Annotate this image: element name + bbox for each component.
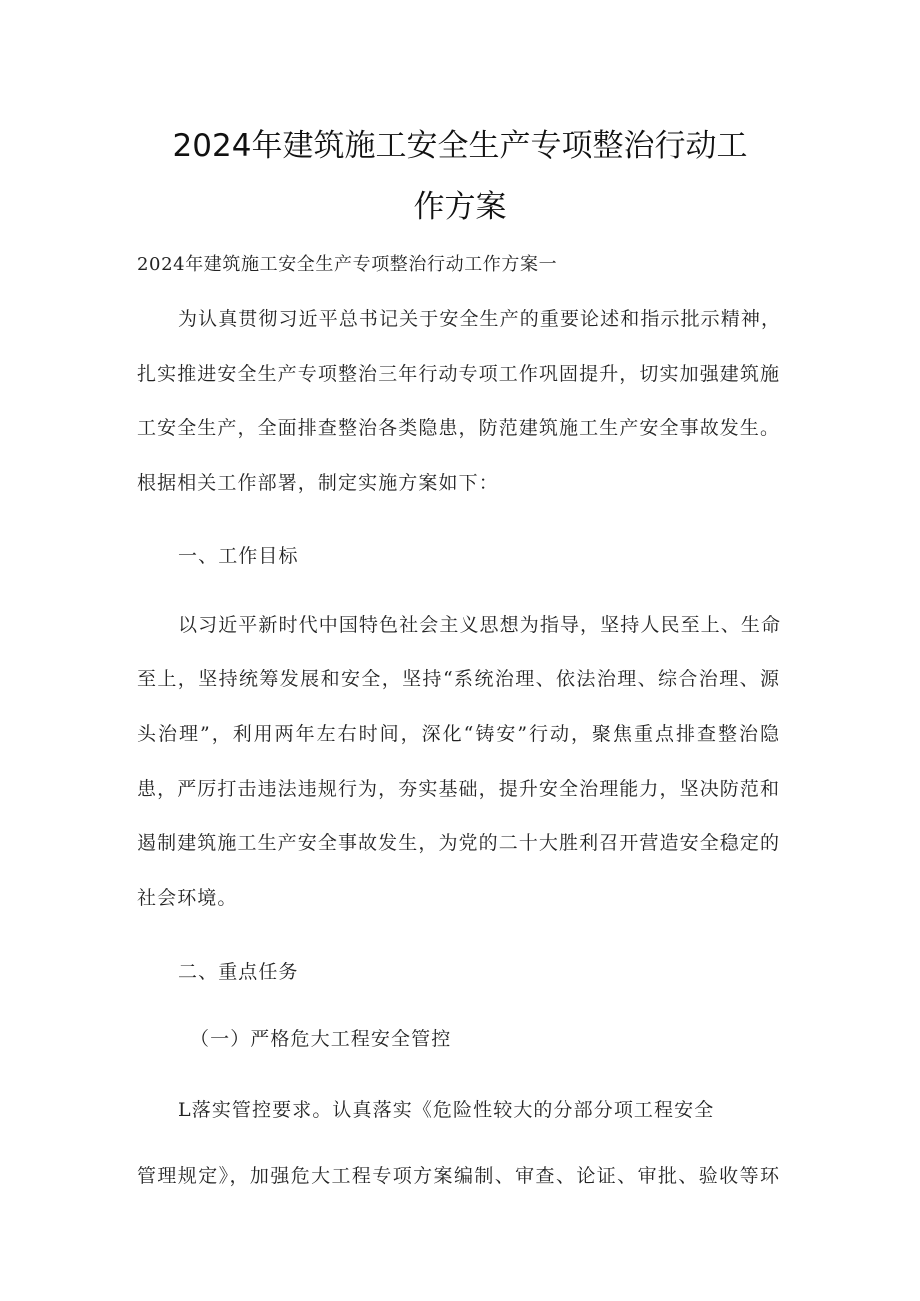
intro-line-2: 扎实推进安全生产专项整治三年行动专项工作巩固提升，切实加强建筑施 — [137, 363, 779, 385]
section-1-line-2: 至上，坚持统筹发展和安全，坚持“系统治理、依法治理、综合治理、源 — [137, 668, 779, 690]
section-1-heading: 一、工作目标 — [178, 545, 299, 567]
document-subtitle: 2024年建筑施工安全生产专项整治行动工作方案一 — [137, 254, 558, 275]
section-1-line-4: 患，严厉打击违法违规行为，夯实基础，提升安全治理能力，坚决防范和 — [137, 778, 779, 800]
document-title-line-2: 作方案 — [413, 189, 507, 225]
section-2-heading: 二、重点任务 — [178, 961, 299, 983]
intro-line-4: 根据相关工作部署，制定实施方案如下： — [137, 472, 499, 494]
section-1-line-5: 遏制建筑施工生产安全事故发生，为党的二十大胜利召开营造安全稳定的 — [137, 832, 779, 854]
section-1-line-6: 社会环境。 — [137, 887, 238, 909]
document-title-line-1: 2024年建筑施工安全生产专项整治行动工 — [172, 128, 748, 164]
section-1-line-3: 头治理”，利用两年左右时间，深化“铸安”行动，聚焦重点排查整治隐 — [137, 723, 779, 745]
subsection-1-heading: （一）严格危大工程安全管控 — [190, 1028, 452, 1050]
intro-line-1: 为认真贯彻习近平总书记关于安全生产的重要论述和指示批示精神， — [178, 308, 780, 330]
item-1-line-2: 管理规定》，加强危大工程专项方案编制、审查、论证、审批、验收等环 — [137, 1165, 779, 1187]
section-1-line-1: 以习近平新时代中国特色社会主义思想为指导，坚持人民至上、生命 — [178, 614, 780, 636]
item-1-line-1: L落实管控要求。认真落实《危险性较大的分部分项工程安全 — [178, 1099, 715, 1121]
intro-line-3: 工安全生产，全面排查整治各类隐患，防范建筑施工生产安全事故发生。 — [137, 417, 779, 439]
